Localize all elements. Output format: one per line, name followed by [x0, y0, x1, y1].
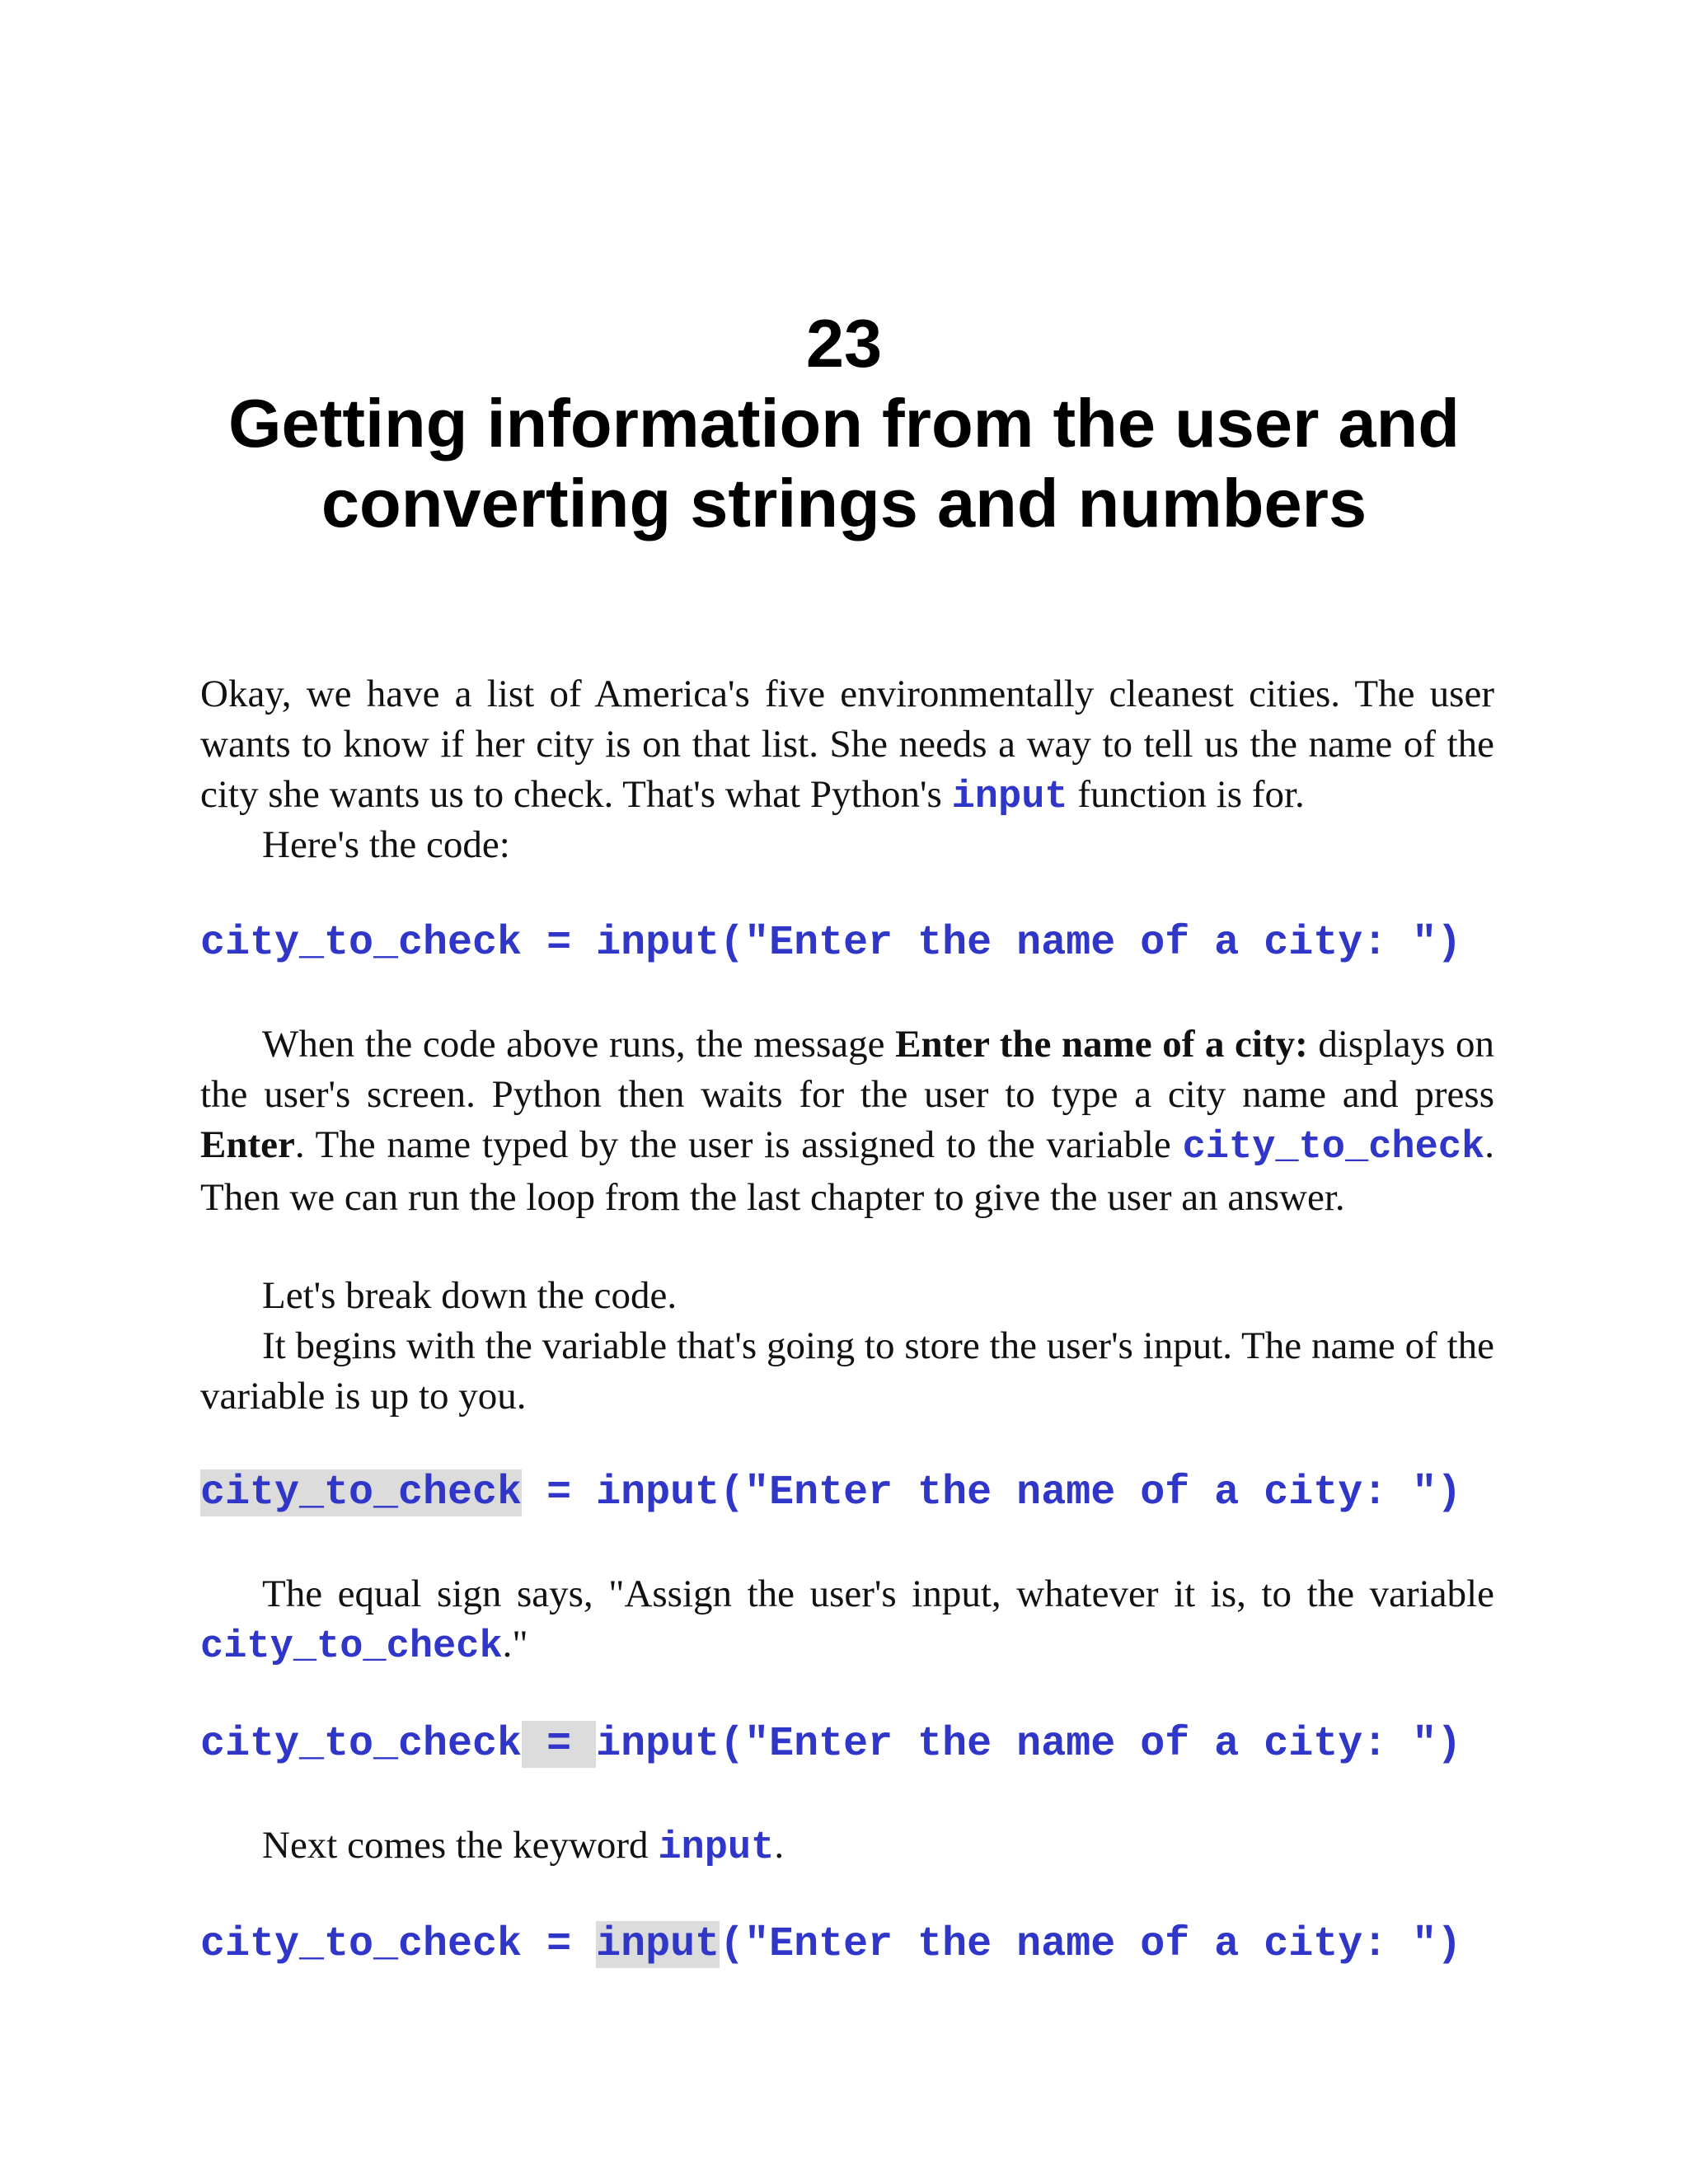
- code-arguments: ("Enter the name of a city: "): [720, 1721, 1462, 1768]
- code-assign: =: [522, 1469, 597, 1516]
- inline-code-variable: city_to_check: [1182, 1126, 1485, 1169]
- code-variable: city_to_check: [200, 1721, 523, 1768]
- code-arguments: ("Enter the name of a city: "): [720, 1469, 1462, 1516]
- inline-code-input: input: [658, 1826, 775, 1870]
- code-function-highlighted: input: [596, 1921, 720, 1968]
- code-assign: =: [522, 1921, 597, 1968]
- inline-code-variable: city_to_check: [200, 1625, 503, 1669]
- code-function: input: [596, 1721, 720, 1768]
- code-function: input: [596, 1469, 720, 1516]
- code-variable: city_to_check: [200, 920, 523, 967]
- code-variable-highlighted: city_to_check: [200, 1469, 523, 1516]
- code-function: input: [596, 920, 720, 967]
- chapter-heading: [0, 303, 1688, 543]
- bold-enter-key: Enter: [200, 1123, 295, 1166]
- paragraph-explanation: When the code above runs, the message Enter the name of a city: displays on the user's screen. Python then waits for the user to type a city name and press Enter. The name typed by the user is assigned to the variable city_to_check. Then we can run the loop from the last chapter to give the user an answer.: [200, 1023, 1495, 1219]
- code-arguments: ("Enter the name of a city: "): [720, 1921, 1462, 1968]
- paragraph-intro: Okay, we have a list of America's five environmentally cleanest cities. The user wants to know if her city is on that list. She needs a way to tell us the name of the city she wants us to check. That's what Python's input function is for.: [200, 673, 1494, 819]
- chapter-number: 23: [805, 305, 883, 382]
- code-block-1: [200, 919, 1461, 968]
- code-assign-highlighted: =: [522, 1721, 597, 1768]
- paragraph-break-down: Let's break down the code.: [262, 1274, 678, 1317]
- code-assign: =: [522, 920, 597, 967]
- code-block-3: [200, 1720, 1461, 1769]
- chapter-title-line-2: converting strings and numbers: [321, 465, 1367, 541]
- paragraph-keyword: Next comes the keyword input.: [262, 1824, 785, 1870]
- bold-prompt-text: Enter the name of a city:: [895, 1023, 1308, 1066]
- code-block-2: [200, 1469, 1461, 1518]
- code-block-4: [200, 1920, 1461, 1970]
- chapter-title-line-1: Getting information from the user and: [227, 385, 1461, 462]
- paragraph-variable: It begins with the variable that's going to store the user's input. The name of the variable is up to you.: [200, 1324, 1494, 1418]
- paragraph-heres-the-code: Here's the code:: [262, 823, 510, 866]
- paragraph-equal-sign: The equal sign says, "Assign the user's input, whatever it is, to the variable city_to_check.": [200, 1572, 1494, 1669]
- code-variable: city_to_check: [200, 1921, 523, 1968]
- inline-code-input: input: [951, 776, 1068, 819]
- code-arguments: ("Enter the name of a city: "): [720, 920, 1462, 967]
